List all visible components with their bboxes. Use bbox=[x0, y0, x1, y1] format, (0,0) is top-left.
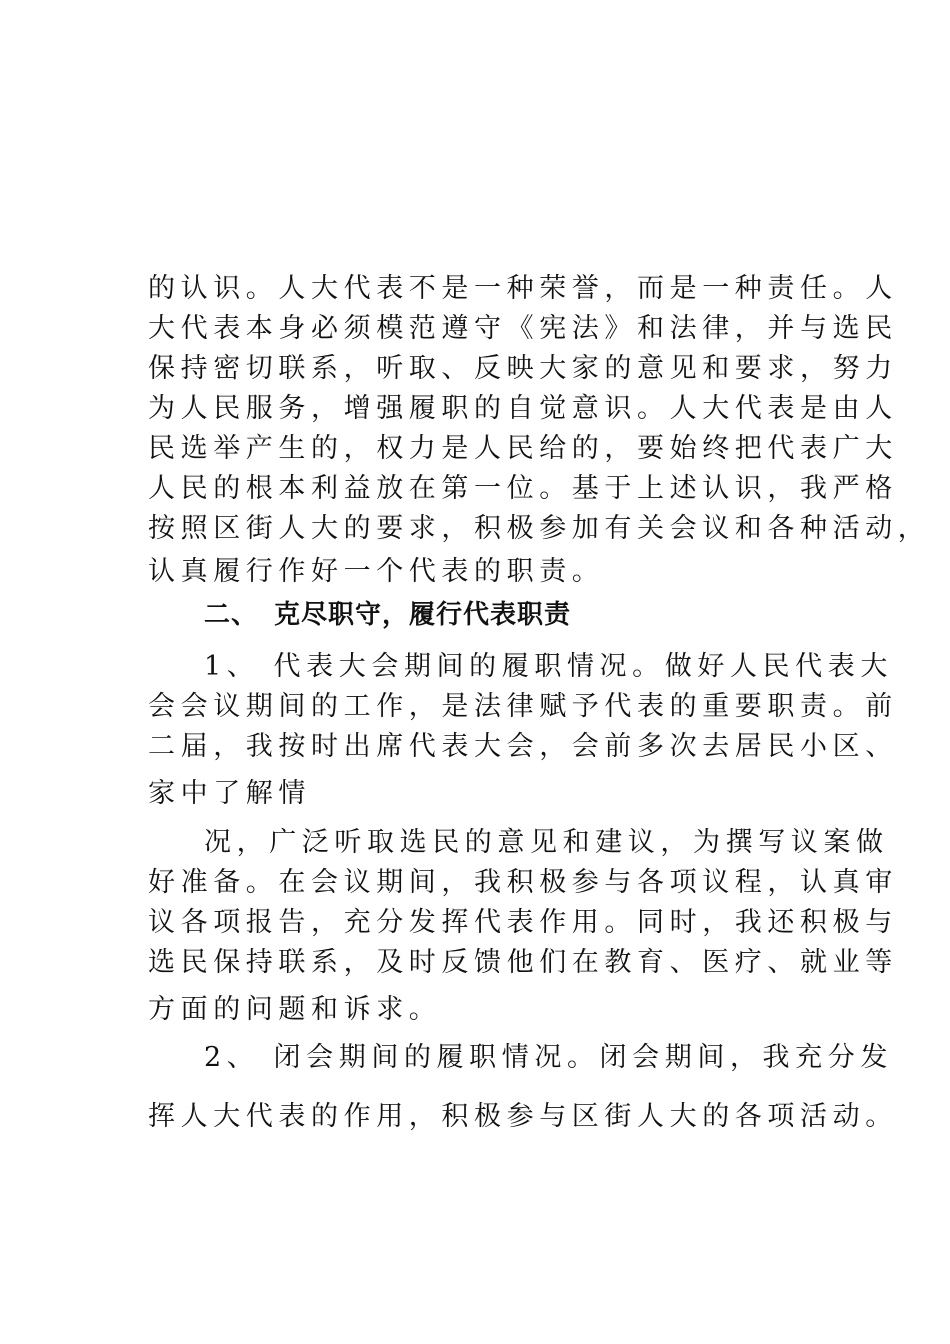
paragraph-line: 民选举产生的，权力是人民给的，要始终把代表广大 bbox=[148, 433, 898, 464]
paragraph-line: 人民的根本利益放在第一位。基于上述认识，我严格 bbox=[148, 473, 898, 504]
paragraph-line: 保持密切联系，听取、反映大家的意见和要求，努力 bbox=[148, 353, 898, 384]
paragraph-line: 况，广泛听取选民的意见和建议，为撰写议案做 bbox=[204, 827, 889, 858]
section-heading bbox=[204, 595, 571, 635]
paragraph-line: 2、 闭会期间的履职情况。闭会期间，我充分发 bbox=[204, 1042, 893, 1073]
section-title: 克尽职守，履行代表职责 bbox=[274, 600, 572, 630]
section-number: 二、 bbox=[204, 600, 259, 630]
paragraph-line: 二届，我按时出席代表大会，会前多次去居民小区、 bbox=[148, 731, 898, 762]
paragraph-line: 为人民服务，增强履职的自觉意识。人大代表是由人 bbox=[148, 393, 898, 424]
paragraph-line: 好准备。在会议期间，我积极参与各项议程，认真审 bbox=[148, 867, 898, 898]
paragraph-line: 1、 代表大会期间的履职情况。做好人民代表大 bbox=[204, 651, 893, 682]
paragraph-line: 方面的问题和诉求。 bbox=[148, 994, 442, 1025]
paragraph-line: 按照区街人大的要求，积极参加有关会议和各种活动， bbox=[148, 513, 931, 544]
paragraph-line: 议各项报告，充分发挥代表作用。同时，我还积极与 bbox=[148, 907, 898, 938]
paragraph-line: 大代表本身必须模范遵守《宪法》和法律，并与选民 bbox=[148, 313, 898, 344]
paragraph-line: 的认识。人大代表不是一种荣誉，而是一种责任。人 bbox=[148, 273, 898, 304]
paragraph-line: 家中了解情 bbox=[148, 778, 311, 809]
paragraph-line: 选民保持联系，及时反馈他们在教育、医疗、就业等 bbox=[148, 947, 898, 978]
paragraph-line: 会会议期间的工作，是法律赋予代表的重要职责。前 bbox=[148, 691, 898, 722]
paragraph-line: 认真履行作好一个代表的职责。 bbox=[148, 556, 605, 587]
paragraph-line: 挥人大代表的作用，积极参与区街人大的各项活动。 bbox=[148, 1101, 898, 1132]
